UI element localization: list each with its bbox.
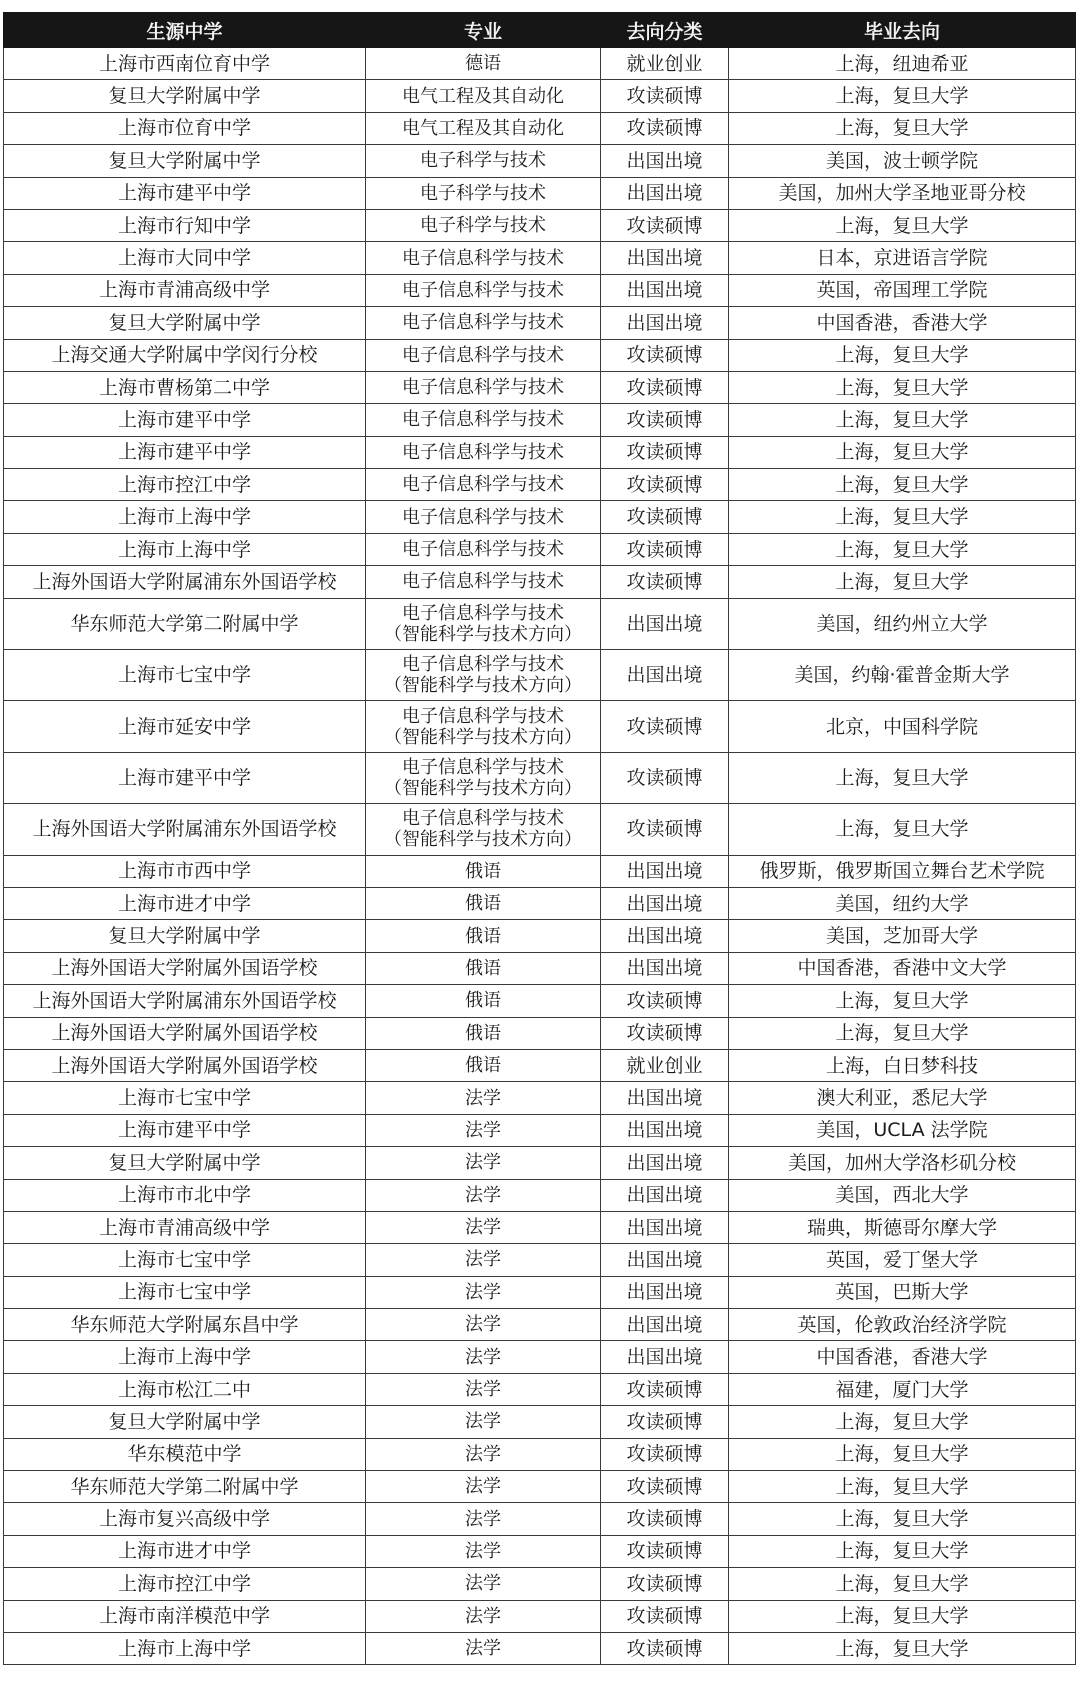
cell-destination: 瑞典，斯德哥尔摩大学: [729, 1211, 1076, 1243]
major-line: 电子科学与技术: [420, 182, 546, 204]
cell-major: [366, 1309, 601, 1341]
major-line: 俄语: [465, 990, 501, 1012]
cell-destination: 英国，爱丁堡大学: [729, 1244, 1076, 1276]
cell-destination-type: 攻读硕博: [601, 371, 729, 403]
cell-destination-type: 攻读硕博: [601, 1600, 729, 1632]
cell-school: 上海市建平中学: [4, 436, 366, 468]
cell-school: 复旦大学附属中学: [4, 80, 366, 112]
table-row: [4, 1082, 1076, 1114]
major-line: 电子信息科学与技术: [402, 808, 564, 830]
cell-major: [366, 1017, 601, 1049]
major-line: 法学: [465, 1184, 501, 1206]
cell-school: 上海市延安中学: [4, 701, 366, 752]
table-row: [4, 952, 1076, 984]
cell-destination: 美国，芝加哥大学: [729, 920, 1076, 952]
table-row: [4, 307, 1076, 339]
cell-major: [366, 1082, 601, 1114]
cell-major: [366, 598, 601, 649]
cell-major: [366, 533, 601, 565]
table-row: [4, 436, 1076, 468]
table-row: [4, 804, 1076, 855]
cell-major: [366, 1244, 601, 1276]
cell-destination: 上海，复旦大学: [729, 1471, 1076, 1503]
cell-school: 上海市西南位育中学: [4, 48, 366, 80]
cell-school: 上海市七宝中学: [4, 1082, 366, 1114]
cell-destination-type: 攻读硕博: [601, 339, 729, 371]
major-line: 法学: [465, 1476, 501, 1498]
table-row: [4, 1309, 1076, 1341]
cell-school: 上海市建平中学: [4, 752, 366, 803]
graduate-destination-sheet: [3, 12, 1075, 1665]
cell-school: 上海市松江二中: [4, 1373, 366, 1405]
cell-school: 上海市位育中学: [4, 112, 366, 144]
cell-school: 华东师范大学第二附属中学: [4, 598, 366, 649]
cell-major: [366, 1535, 601, 1567]
cell-destination-type: 攻读硕博: [601, 1471, 729, 1503]
cell-destination-type: 出国出境: [601, 307, 729, 339]
cell-major: [366, 501, 601, 533]
major-line: 法学: [465, 1411, 501, 1433]
major-line: 法学: [465, 1540, 501, 1562]
cell-major: [366, 1568, 601, 1600]
cell-school: 上海外国语大学附属外国语学校: [4, 952, 366, 984]
cell-school: 上海市上海中学: [4, 501, 366, 533]
major-line: （智能科学与技术方向）: [384, 623, 582, 645]
major-line: 电子信息科学与技术: [402, 247, 564, 269]
cell-major: [366, 1373, 601, 1405]
table-row: [4, 887, 1076, 919]
cell-destination: 美国，加州大学洛杉矶分校: [729, 1147, 1076, 1179]
table-row: [4, 1503, 1076, 1535]
cell-school: 华东模范中学: [4, 1438, 366, 1470]
cell-destination-type: 出国出境: [601, 855, 729, 887]
table-row: [4, 1147, 1076, 1179]
cell-major: [366, 145, 601, 177]
cell-destination: 上海，复旦大学: [729, 80, 1076, 112]
major-line: 法学: [465, 1508, 501, 1530]
cell-major: [366, 209, 601, 241]
cell-major: [366, 752, 601, 803]
cell-school: 上海市复兴高级中学: [4, 1503, 366, 1535]
major-line: 法学: [465, 1605, 501, 1627]
major-line: 电子信息科学与技术: [402, 539, 564, 561]
cell-destination: 上海，复旦大学: [729, 501, 1076, 533]
table-row: [4, 855, 1076, 887]
cell-destination-type: 攻读硕博: [601, 1568, 729, 1600]
major-line: 法学: [465, 1638, 501, 1660]
major-line: 法学: [465, 1249, 501, 1271]
cell-destination: 美国，加州大学圣地亚哥分校: [729, 177, 1076, 209]
header-school: 生源中学: [4, 13, 366, 48]
cell-destination: 上海，复旦大学: [729, 533, 1076, 565]
cell-destination-type: 攻读硕博: [601, 80, 729, 112]
cell-destination-type: 出国出境: [601, 920, 729, 952]
table-row: [4, 1406, 1076, 1438]
table-row: [4, 1632, 1076, 1664]
cell-destination-type: 出国出境: [601, 1147, 729, 1179]
table-row: [4, 469, 1076, 501]
major-line: 电气工程及其自动化: [402, 117, 564, 139]
table-row: [4, 1373, 1076, 1405]
table-row: [4, 1114, 1076, 1146]
cell-major: [366, 1114, 601, 1146]
cell-school: 上海外国语大学附属浦东外国语学校: [4, 566, 366, 598]
major-line: （智能科学与技术方向）: [384, 829, 582, 851]
table-row: [4, 48, 1076, 80]
cell-destination: 上海，复旦大学: [729, 371, 1076, 403]
cell-school: 上海市进才中学: [4, 1535, 366, 1567]
header-destination: 毕业去向: [729, 13, 1076, 48]
cell-destination: 上海，复旦大学: [729, 1535, 1076, 1567]
cell-destination-type: 出国出境: [601, 1211, 729, 1243]
cell-major: [366, 855, 601, 887]
table-row: [4, 80, 1076, 112]
cell-major: [366, 1049, 601, 1081]
cell-school: 上海市七宝中学: [4, 1276, 366, 1308]
cell-school: 上海市控江中学: [4, 1568, 366, 1600]
major-line: 法学: [465, 1379, 501, 1401]
major-line: 电子科学与技术: [420, 150, 546, 172]
table-row: [4, 1049, 1076, 1081]
cell-destination: 上海，复旦大学: [729, 804, 1076, 855]
cell-destination: 英国，巴斯大学: [729, 1276, 1076, 1308]
table-row: [4, 1535, 1076, 1567]
cell-destination-type: 攻读硕博: [601, 804, 729, 855]
cell-destination-type: 攻读硕博: [601, 436, 729, 468]
cell-destination: 美国，约翰·霍普金斯大学: [729, 650, 1076, 701]
major-line: 电子科学与技术: [420, 215, 546, 237]
cell-major: [366, 985, 601, 1017]
major-line: 电子信息科学与技术: [402, 654, 564, 676]
cell-destination-type: 出国出境: [601, 1309, 729, 1341]
cell-school: 上海市市北中学: [4, 1179, 366, 1211]
cell-major: [366, 80, 601, 112]
major-line: 电子信息科学与技术: [402, 377, 564, 399]
cell-school: 华东师范大学附属东昌中学: [4, 1309, 366, 1341]
cell-destination-type: 攻读硕博: [601, 566, 729, 598]
cell-school: 上海外国语大学附属浦东外国语学校: [4, 985, 366, 1017]
table-row: [4, 566, 1076, 598]
cell-major: [366, 307, 601, 339]
cell-school: 上海外国语大学附属浦东外国语学校: [4, 804, 366, 855]
cell-destination: 上海，复旦大学: [729, 436, 1076, 468]
major-line: 电子信息科学与技术: [402, 279, 564, 301]
cell-school: 上海市上海中学: [4, 533, 366, 565]
table-row: [4, 533, 1076, 565]
major-line: 法学: [465, 1443, 501, 1465]
cell-destination-type: 出国出境: [601, 1244, 729, 1276]
cell-destination: 上海，复旦大学: [729, 209, 1076, 241]
cell-major: [366, 1471, 601, 1503]
cell-destination-type: 攻读硕博: [601, 985, 729, 1017]
cell-school: 上海市七宝中学: [4, 650, 366, 701]
cell-destination-type: 攻读硕博: [601, 404, 729, 436]
cell-destination-type: 出国出境: [601, 598, 729, 649]
header-major: 专业: [366, 13, 601, 48]
cell-destination: 福建，厦门大学: [729, 1373, 1076, 1405]
cell-destination: 俄罗斯，俄罗斯国立舞台艺术学院: [729, 855, 1076, 887]
major-line: 俄语: [465, 1055, 501, 1077]
cell-destination-type: 攻读硕博: [601, 1632, 729, 1664]
cell-destination: 上海，复旦大学: [729, 1406, 1076, 1438]
cell-major: [366, 404, 601, 436]
cell-destination: 美国，西北大学: [729, 1179, 1076, 1211]
major-line: 电子信息科学与技术: [402, 571, 564, 593]
cell-school: 上海市青浦高级中学: [4, 1211, 366, 1243]
table-row: [4, 1471, 1076, 1503]
cell-school: 上海市上海中学: [4, 1632, 366, 1664]
cell-destination: 美国，纽约州立大学: [729, 598, 1076, 649]
cell-destination-type: 出国出境: [601, 952, 729, 984]
cell-major: [366, 1179, 601, 1211]
cell-major: [366, 48, 601, 80]
cell-destination: 上海，复旦大学: [729, 752, 1076, 803]
cell-destination-type: 出国出境: [601, 1179, 729, 1211]
cell-destination: 中国香港，香港中文大学: [729, 952, 1076, 984]
cell-school: 复旦大学附属中学: [4, 1406, 366, 1438]
cell-school: 上海市市西中学: [4, 855, 366, 887]
cell-school: 上海市曹杨第二中学: [4, 371, 366, 403]
cell-major: [366, 112, 601, 144]
table-row: [4, 1276, 1076, 1308]
cell-major: [366, 1341, 601, 1373]
table-row: [4, 145, 1076, 177]
cell-major: [366, 566, 601, 598]
cell-school: 复旦大学附属中学: [4, 1147, 366, 1179]
cell-school: 华东师范大学第二附属中学: [4, 1471, 366, 1503]
cell-school: 上海市青浦高级中学: [4, 274, 366, 306]
cell-major: [366, 469, 601, 501]
table-row: [4, 209, 1076, 241]
major-line: 电气工程及其自动化: [402, 85, 564, 107]
cell-destination: 上海，复旦大学: [729, 1568, 1076, 1600]
cell-major: [366, 1147, 601, 1179]
major-line: 电子信息科学与技术: [402, 312, 564, 334]
cell-school: 上海市进才中学: [4, 887, 366, 919]
major-line: 电子信息科学与技术: [402, 602, 564, 624]
major-line: 俄语: [465, 860, 501, 882]
table-header: [4, 13, 1076, 48]
table-row: [4, 985, 1076, 1017]
header-destination-type: 去向分类: [601, 13, 729, 48]
table-row: [4, 598, 1076, 649]
major-line: （智能科学与技术方向）: [384, 778, 582, 799]
table-row: [4, 1438, 1076, 1470]
table-row: [4, 177, 1076, 209]
cell-destination: 中国香港，香港大学: [729, 1341, 1076, 1373]
major-line: 法学: [465, 1152, 501, 1174]
cell-school: 上海市建平中学: [4, 177, 366, 209]
cell-destination-type: 出国出境: [601, 1082, 729, 1114]
cell-destination-type: 出国出境: [601, 274, 729, 306]
major-line: 电子信息科学与技术: [402, 344, 564, 366]
cell-destination-type: 攻读硕博: [601, 1535, 729, 1567]
table-row: [4, 701, 1076, 752]
cell-destination: 日本，京进语言学院: [729, 242, 1076, 274]
cell-destination: 上海，复旦大学: [729, 404, 1076, 436]
cell-major: [366, 274, 601, 306]
major-line: 电子信息科学与技术: [402, 474, 564, 496]
cell-destination: 上海，复旦大学: [729, 985, 1076, 1017]
cell-destination-type: 就业创业: [601, 1049, 729, 1081]
major-line: 法学: [465, 1281, 501, 1303]
major-line: 法学: [465, 1119, 501, 1141]
cell-school: 上海市建平中学: [4, 404, 366, 436]
cell-destination-type: 攻读硕博: [601, 1406, 729, 1438]
cell-school: 复旦大学附属中学: [4, 920, 366, 952]
cell-school: 上海市大同中学: [4, 242, 366, 274]
table-row: [4, 1244, 1076, 1276]
table-row: [4, 1568, 1076, 1600]
cell-destination: 上海，复旦大学: [729, 1503, 1076, 1535]
cell-school: 上海市南洋模范中学: [4, 1600, 366, 1632]
major-line: （智能科学与技术方向）: [384, 726, 582, 748]
table-row: [4, 274, 1076, 306]
cell-destination: 上海，复旦大学: [729, 112, 1076, 144]
major-line: 俄语: [465, 925, 501, 947]
table-row: [4, 1017, 1076, 1049]
table-row: [4, 112, 1076, 144]
cell-destination: 美国，波士顿学院: [729, 145, 1076, 177]
graduate-destination-table: [3, 12, 1076, 1665]
cell-destination-type: 攻读硕博: [601, 701, 729, 752]
cell-destination-type: 出国出境: [601, 887, 729, 919]
cell-major: [366, 650, 601, 701]
cell-destination-type: 攻读硕博: [601, 501, 729, 533]
table-row: [4, 752, 1076, 803]
cell-major: [366, 436, 601, 468]
major-line: 电子信息科学与技术: [402, 441, 564, 463]
cell-destination: 上海，复旦大学: [729, 1600, 1076, 1632]
cell-destination: 上海，复旦大学: [729, 566, 1076, 598]
cell-major: [366, 1438, 601, 1470]
cell-destination-type: 攻读硕博: [601, 752, 729, 803]
cell-destination: 上海，白日梦科技: [729, 1049, 1076, 1081]
cell-major: [366, 1406, 601, 1438]
cell-major: [366, 1276, 601, 1308]
cell-destination-type: 就业创业: [601, 48, 729, 80]
cell-destination: 上海，复旦大学: [729, 1438, 1076, 1470]
table-row: [4, 371, 1076, 403]
major-line: 法学: [465, 1087, 501, 1109]
major-line: 电子信息科学与技术: [402, 757, 564, 778]
cell-destination: 澳大利亚，悉尼大学: [729, 1082, 1076, 1114]
major-line: 德语: [465, 53, 501, 75]
cell-destination: 美国，UCLA 法学院: [729, 1114, 1076, 1146]
cell-major: [366, 1503, 601, 1535]
cell-major: [366, 952, 601, 984]
cell-major: [366, 804, 601, 855]
table-row: [4, 1211, 1076, 1243]
major-line: 法学: [465, 1573, 501, 1595]
cell-destination-type: 攻读硕博: [601, 112, 729, 144]
major-line: 法学: [465, 1346, 501, 1368]
cell-major: [366, 920, 601, 952]
cell-major: [366, 339, 601, 371]
cell-destination-type: 出国出境: [601, 1114, 729, 1146]
table-body: [4, 48, 1076, 1665]
major-line: 俄语: [465, 893, 501, 915]
major-line: 俄语: [465, 957, 501, 979]
cell-major: [366, 371, 601, 403]
header-row: [4, 13, 1076, 48]
cell-destination-type: 攻读硕博: [601, 1438, 729, 1470]
cell-major: [366, 242, 601, 274]
cell-destination: 中国香港，香港大学: [729, 307, 1076, 339]
cell-major: [366, 177, 601, 209]
cell-destination: 上海，复旦大学: [729, 469, 1076, 501]
cell-school: 上海市控江中学: [4, 469, 366, 501]
cell-destination-type: 出国出境: [601, 242, 729, 274]
major-line: （智能科学与技术方向）: [384, 675, 582, 697]
cell-destination-type: 攻读硕博: [601, 1503, 729, 1535]
cell-major: [366, 1632, 601, 1664]
cell-destination-type: 攻读硕博: [601, 1373, 729, 1405]
cell-school: 上海市七宝中学: [4, 1244, 366, 1276]
cell-destination-type: 出国出境: [601, 145, 729, 177]
cell-destination: 美国，纽约大学: [729, 887, 1076, 919]
cell-school: 上海市上海中学: [4, 1341, 366, 1373]
table-row: [4, 1600, 1076, 1632]
major-line: 电子信息科学与技术: [402, 506, 564, 528]
cell-destination-type: 攻读硕博: [601, 533, 729, 565]
cell-destination-type: 攻读硕博: [601, 209, 729, 241]
cell-destination: 上海，复旦大学: [729, 1017, 1076, 1049]
cell-destination: 英国，帝国理工学院: [729, 274, 1076, 306]
cell-major: [366, 1211, 601, 1243]
cell-destination-type: 攻读硕博: [601, 469, 729, 501]
table-row: [4, 242, 1076, 274]
major-line: 俄语: [465, 1022, 501, 1044]
table-row: [4, 501, 1076, 533]
cell-destination-type: 攻读硕博: [601, 1017, 729, 1049]
cell-school: 上海市建平中学: [4, 1114, 366, 1146]
cell-school: 上海交通大学附属中学闵行分校: [4, 339, 366, 371]
cell-school: 上海外国语大学附属外国语学校: [4, 1049, 366, 1081]
cell-school: 复旦大学附属中学: [4, 145, 366, 177]
cell-destination-type: 出国出境: [601, 177, 729, 209]
cell-destination: 上海，复旦大学: [729, 1632, 1076, 1664]
cell-destination: 上海，纽迪希亚: [729, 48, 1076, 80]
table-row: [4, 404, 1076, 436]
cell-major: [366, 701, 601, 752]
table-row: [4, 920, 1076, 952]
cell-destination-type: 出国出境: [601, 1276, 729, 1308]
cell-major: [366, 887, 601, 919]
cell-major: [366, 1600, 601, 1632]
cell-destination: 北京，中国科学院: [729, 701, 1076, 752]
cell-destination-type: 出国出境: [601, 650, 729, 701]
major-line: 电子信息科学与技术: [402, 705, 564, 727]
cell-destination: 上海，复旦大学: [729, 339, 1076, 371]
table-row: [4, 650, 1076, 701]
table-row: [4, 1341, 1076, 1373]
cell-school: 复旦大学附属中学: [4, 307, 366, 339]
cell-destination: 英国，伦敦政治经济学院: [729, 1309, 1076, 1341]
major-line: 法学: [465, 1217, 501, 1239]
table-row: [4, 339, 1076, 371]
cell-school: 上海外国语大学附属外国语学校: [4, 1017, 366, 1049]
cell-destination-type: 出国出境: [601, 1341, 729, 1373]
cell-school: 上海市行知中学: [4, 209, 366, 241]
major-line: 法学: [465, 1314, 501, 1336]
major-line: 电子信息科学与技术: [402, 409, 564, 431]
table-row: [4, 1179, 1076, 1211]
